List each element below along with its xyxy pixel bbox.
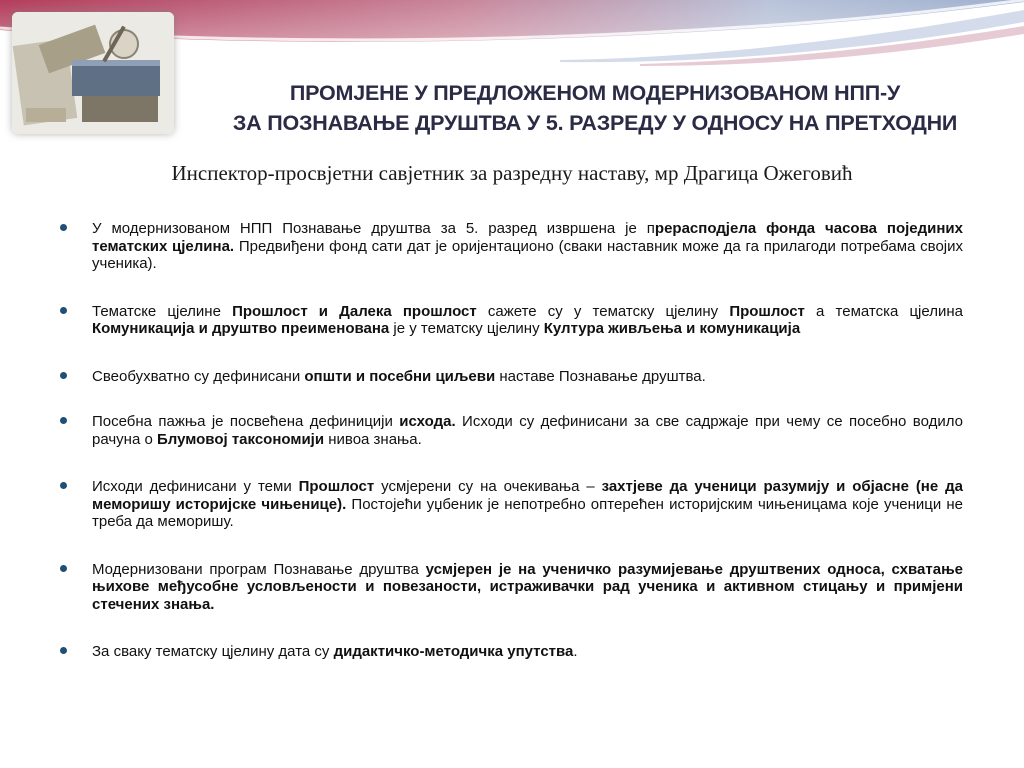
bullet-text-part: Исходи дефинисани у теми [92, 478, 299, 495]
title-line-2: ЗА ПОЗНАВАЊЕ ДРУШТВА У 5. РАЗРЕДУ У ОДНОСУ НА ПРЕТХОДНИ [232, 111, 958, 135]
bullet-text-part: општи и посебни циљеви [304, 367, 496, 385]
title-line-1: ПРОМЈЕНЕ У ПРЕДЛОЖЕНОМ МОДЕРНИЗОВАНОМ НПП-У [289, 81, 901, 105]
bullet-item [60, 413, 963, 448]
bullet-item [60, 561, 963, 614]
bullet-text-part: а тематска цјелина [804, 302, 963, 320]
bullet-text-part: Исходи су дефинисани за све садржаје при чему се посебно водило рачуна о [92, 413, 963, 448]
bullet-text-part: У модернизованом НПП Познавање друштва за 5. разред извршена је п [92, 220, 655, 237]
bullet-text-part: За сваку тематску цјелину дата су [92, 643, 334, 660]
bullet-text-part: Модернизовани програм Познавање друштва [92, 560, 426, 578]
bullet-text-part: усмјерени су на очекивања – [374, 478, 602, 495]
bullet-icon [60, 417, 67, 424]
bullet-text-part: наставе Познавање друштва. [495, 367, 706, 385]
bullet-icon [60, 372, 67, 379]
bullet-text-part: дидактичко-методичка упутства [333, 643, 574, 660]
books-still-life-image [12, 12, 174, 134]
bullet-text-part: Прошлост [298, 478, 375, 495]
bullet-text-part: . [573, 643, 578, 660]
bullet-icon [60, 565, 67, 572]
decorative-photo [12, 12, 174, 134]
bullet-item [60, 643, 963, 661]
author-subtitle: Инспектор-просвјетни савјетник за разредну наставу, мр Драгица Ожеговић [171, 161, 853, 185]
bullet-item [60, 368, 963, 386]
bullet-text-part: Комуникација и друштво преименована [92, 320, 390, 337]
bullet-text-part: Предвиђени фонд сати дат је оријентационо (сваки наставник може да га прилагоди потребама својих ученика). [92, 237, 964, 272]
bullet-item [60, 220, 963, 273]
bullet-item [60, 478, 963, 531]
slide-title [180, 78, 1010, 138]
bullet-text-part: Тематске цјелине [92, 302, 233, 320]
bullet-text-part: Прошлост [729, 302, 805, 320]
bullet-text-part: Прошлост и Далека прошлост [232, 302, 477, 320]
bullet-icon [60, 307, 67, 314]
bullet-text-part: усмјерен је на ученичко разумијевање друштвених односа, схватање њихове међусобне условљености и повезаности, истраживачки рад ученика и активном стицању и примјени стечених знања. [92, 560, 964, 613]
bullet-text-part: исхода. [399, 413, 456, 430]
bullet-icon [60, 647, 67, 654]
bullet-text-part: Постојећи уџбеник је непотребно оптерећен историјским чињеницама које ученици не треба да меморишу. [92, 495, 963, 530]
bullet-text-part: Посебна пажња је посвећена дефиницији [92, 413, 400, 430]
bullet-item [60, 303, 963, 338]
bullet-text-part: Култура живљења и комуникација [543, 320, 801, 337]
bullet-text-part: захтјеве да ученици разумију и објасне (не да меморишу историјске чињенице). [92, 478, 963, 513]
bullet-list [60, 220, 963, 661]
bullet-text-part: Свеобухватно су дефинисани [92, 367, 305, 385]
bullet-icon [60, 224, 67, 231]
bullet-icon [60, 482, 67, 489]
bullet-text-part: је у тематску цјелину [389, 320, 544, 337]
bullet-text-part: нивоа знања. [324, 430, 422, 448]
bullet-text-part: рерасподјела фонда часова појединих тематских цјелина. [92, 220, 963, 255]
bullet-text-part: сажете су у тематску цјелину [476, 302, 730, 320]
bullet-text-part: Блумовој таксономији [156, 430, 325, 448]
